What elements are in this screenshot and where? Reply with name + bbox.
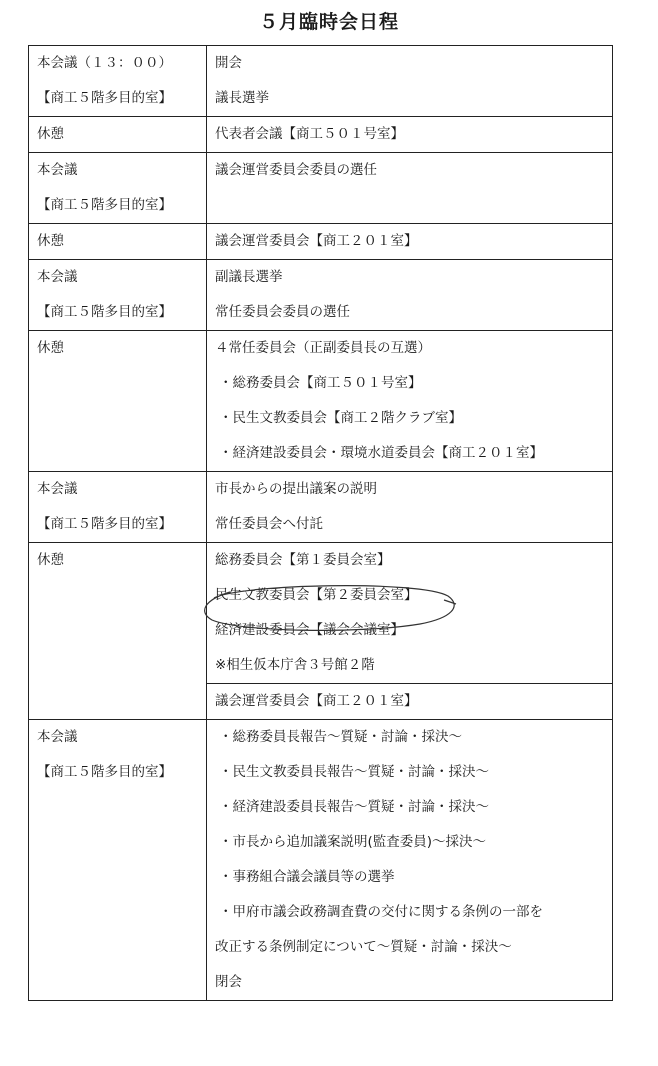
agenda-item: ・経済建設委員会・環境水道委員会【商工２０１室】	[219, 445, 543, 461]
agenda-item: ・事務組合議会議員等の選挙	[219, 869, 395, 885]
session-cell	[29, 260, 207, 331]
agenda-item: 市長からの提出議案の説明	[215, 481, 377, 497]
agenda-cell	[207, 543, 613, 720]
agenda-item: 開会	[215, 55, 242, 71]
table-row	[29, 224, 613, 260]
agenda-item: ・民生文教委員長報告～質疑・討論・採決～	[219, 764, 489, 780]
session-cell	[29, 117, 207, 153]
session-label: 休憩	[37, 340, 64, 356]
session-location: 【商工５階多目的室】	[37, 304, 172, 320]
table-row	[29, 472, 613, 543]
session-location: 【商工５階多目的室】	[37, 516, 172, 532]
agenda-item: ・民生文教委員会【商工２階クラブ室】	[219, 410, 462, 426]
agenda-cell	[207, 720, 613, 1001]
agenda-cell	[207, 260, 613, 331]
agenda-item: ・経済建設委員長報告～質疑・討論・採決～	[219, 799, 489, 815]
table-row	[29, 260, 613, 331]
agenda-cell	[207, 46, 613, 117]
agenda-item: ４常任委員会（正副委員長の互選）	[215, 340, 431, 356]
table-row	[29, 543, 613, 720]
agenda-item: 閉会	[215, 974, 242, 990]
session-location: 【商工５階多目的室】	[37, 197, 172, 213]
session-label: 本会議（１３：００）	[37, 55, 172, 71]
session-label: 本会議	[37, 729, 78, 745]
page-title: ５月臨時会日程	[258, 11, 399, 33]
session-cell	[29, 543, 207, 720]
agenda-item: ・総務委員長報告～質疑・討論・採決～	[219, 729, 462, 745]
agenda-item: 議会運営委員会【商工２０１室】	[215, 693, 418, 709]
agenda-cell	[207, 224, 613, 260]
agenda-cell	[207, 117, 613, 153]
agenda-item-circled: 民生文教委員会【第２委員会室】	[215, 587, 418, 603]
session-label: 休憩	[37, 126, 64, 142]
session-location: 【商工５階多目的室】	[37, 764, 172, 780]
agenda-item: 議会運営委員会【商工２０１室】	[215, 233, 418, 249]
schedule-table	[28, 45, 613, 1001]
agenda-item: ・総務委員会【商工５０１号室】	[219, 375, 422, 391]
agenda-item	[207, 188, 612, 223]
session-label: 本会議	[37, 269, 78, 285]
table-row	[29, 117, 613, 153]
agenda-note: ※相生仮本庁舎３号館２階	[215, 657, 375, 673]
session-label: 本会議	[37, 481, 78, 497]
session-location: 【商工５階多目的室】	[37, 90, 172, 106]
agenda-item: 改正する条例制定について～質疑・討論・採決～	[215, 939, 512, 955]
agenda-item: ・甲府市議会政務調査費の交付に関する条例の一部を	[219, 904, 543, 920]
agenda-item: 議長選挙	[215, 90, 269, 106]
agenda-item: 常任委員会へ付託	[215, 516, 323, 532]
agenda-item: 常任委員会委員の選任	[215, 304, 350, 320]
session-cell	[29, 224, 207, 260]
session-cell	[29, 472, 207, 543]
agenda-item: 総務委員会【第１委員会室】	[215, 552, 391, 568]
session-label: 休憩	[37, 233, 64, 249]
table-row	[29, 46, 613, 117]
session-label: 本会議	[37, 162, 78, 178]
session-label: 休憩	[37, 552, 64, 568]
session-cell	[29, 331, 207, 472]
agenda-cell	[207, 472, 613, 543]
agenda-item: ・市長から追加議案説明(監査委員)～採決～	[219, 834, 487, 850]
session-cell	[29, 46, 207, 117]
agenda-item: 経済建設委員会【議会会議室】	[215, 622, 404, 638]
table-row	[29, 153, 613, 224]
session-cell	[29, 153, 207, 224]
session-cell	[29, 720, 207, 1001]
agenda-cell	[207, 153, 613, 224]
agenda-cell	[207, 331, 613, 472]
agenda-item: 代表者会議【商工５０１号室】	[215, 126, 404, 142]
agenda-item: 副議長選挙	[215, 269, 283, 285]
agenda-item: 議会運営委員会委員の選任	[215, 162, 377, 178]
table-row	[29, 720, 613, 1001]
committee-group	[207, 543, 612, 684]
table-row	[29, 331, 613, 472]
